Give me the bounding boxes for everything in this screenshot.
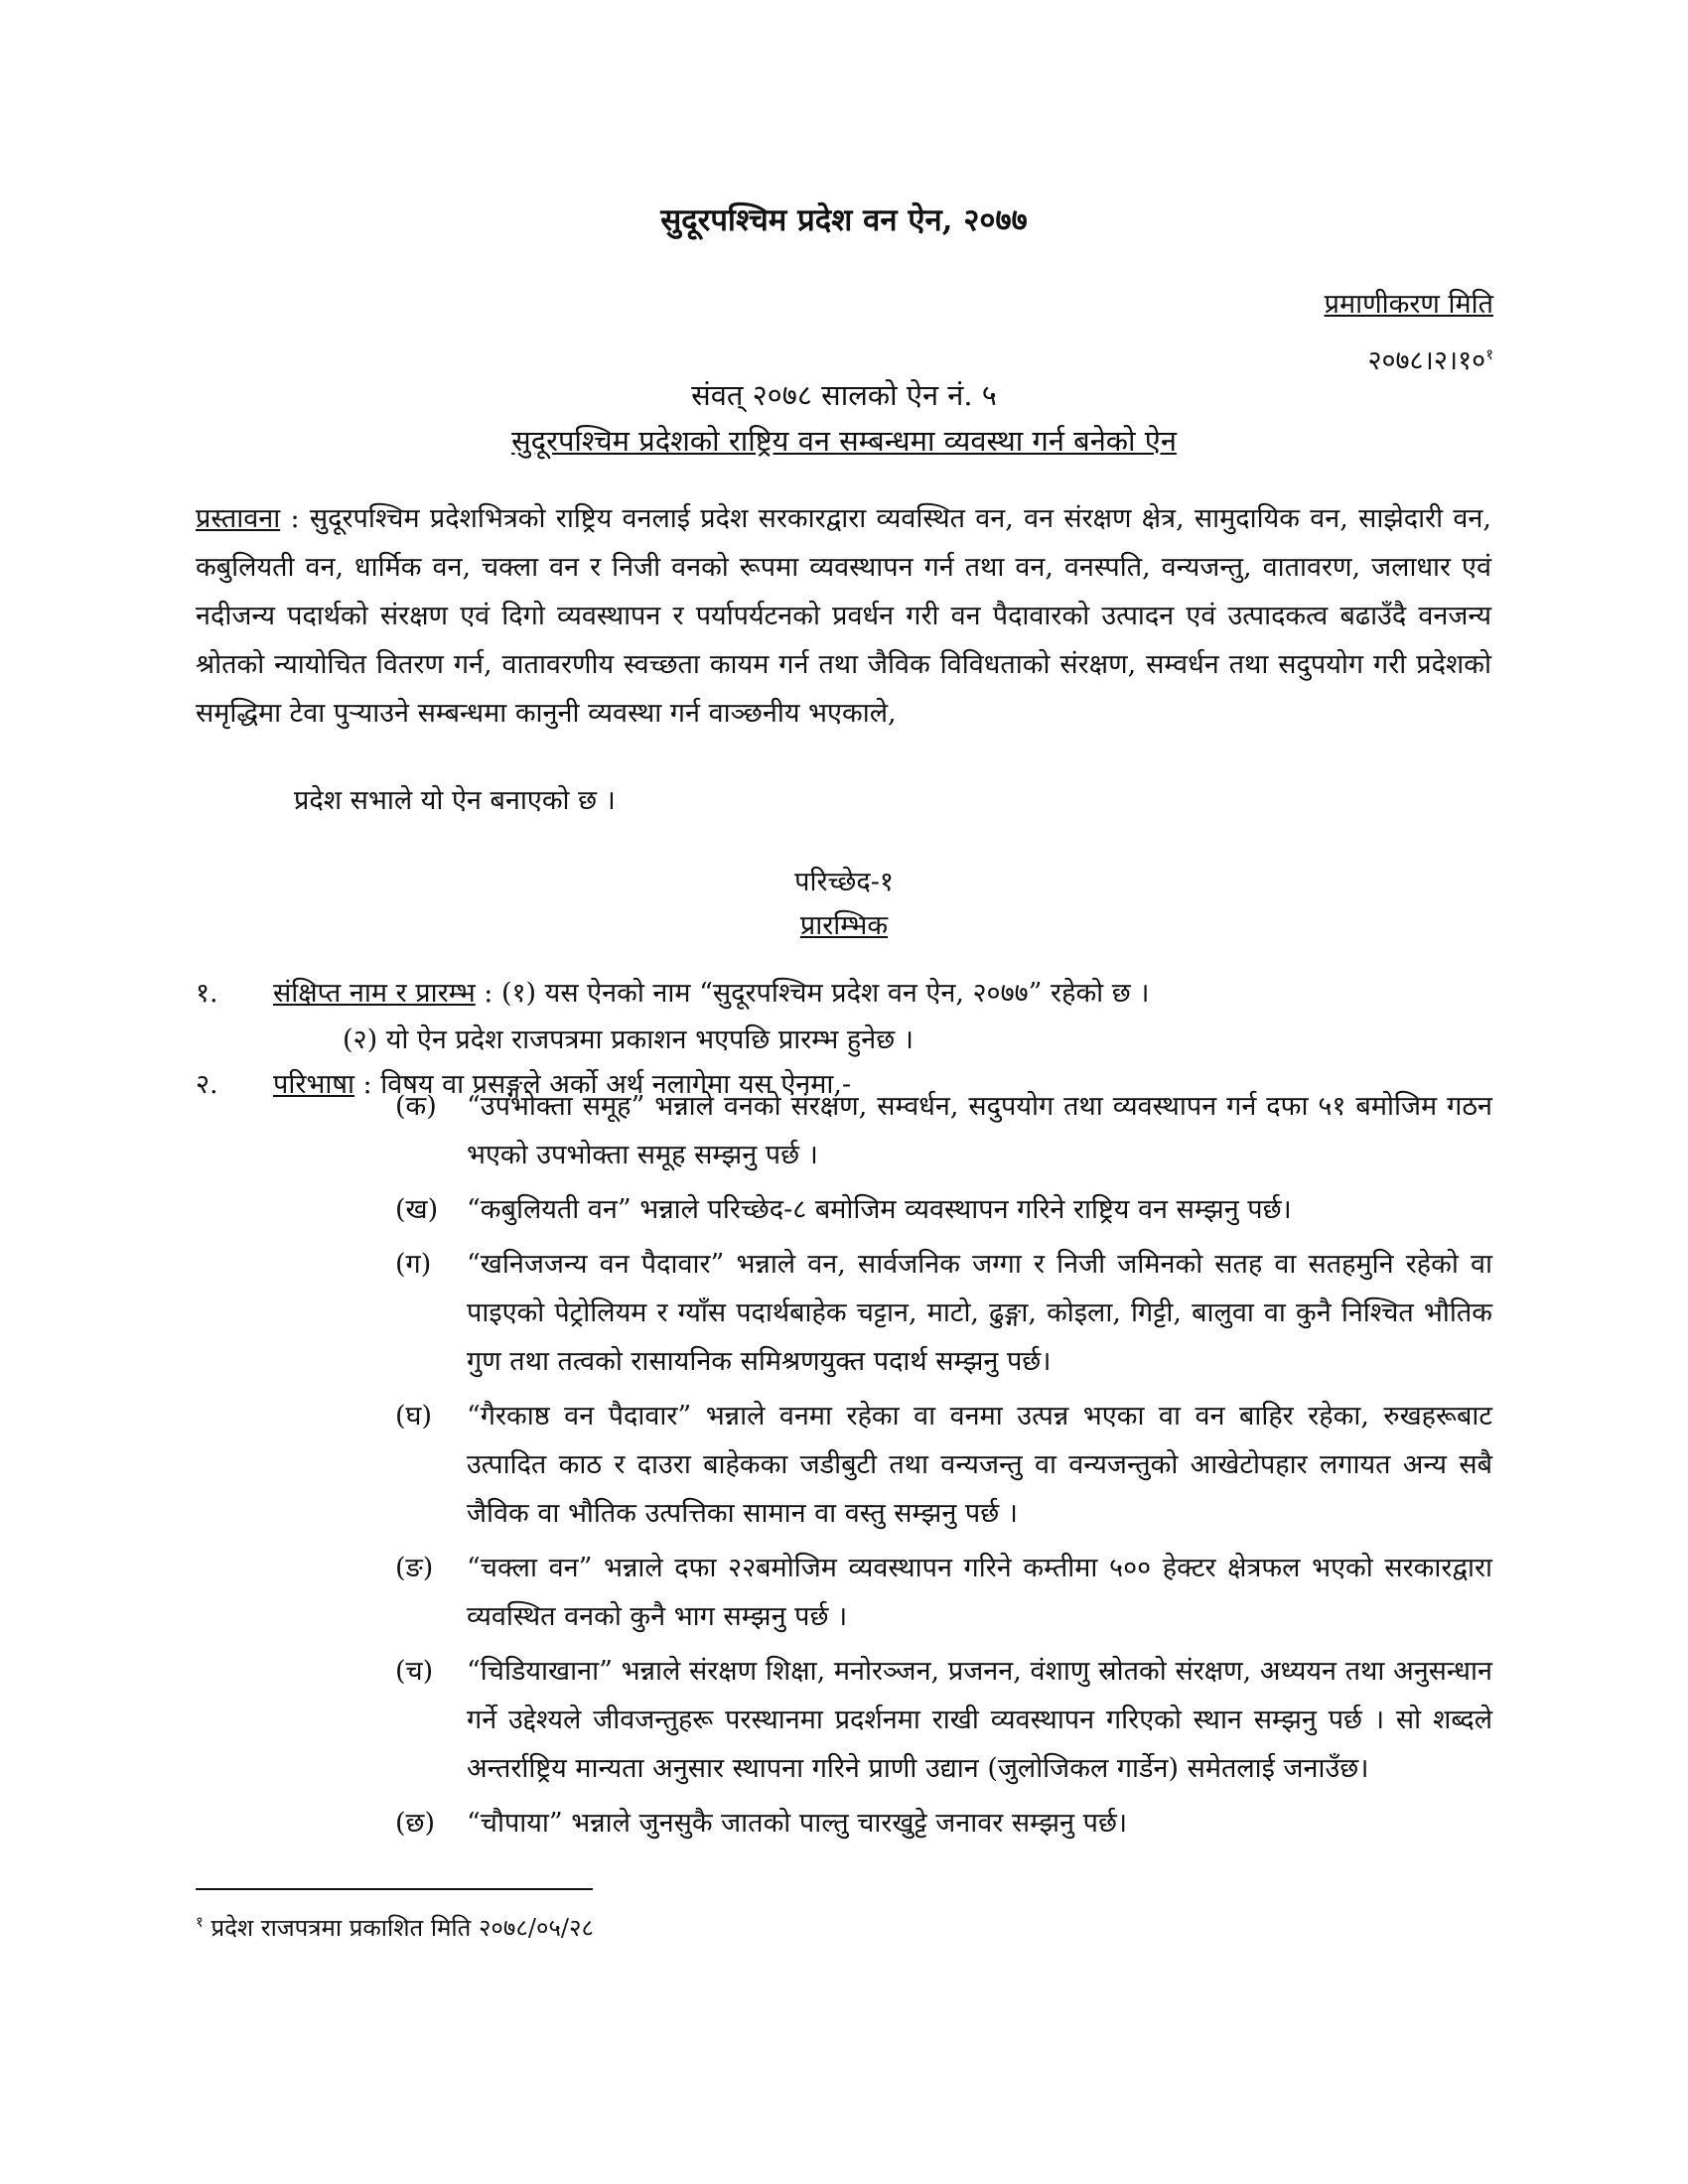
act-title: सुदूरपश्चिम प्रदेश वन ऐन, २०७७ (660, 203, 1028, 238)
clause-ga (395, 1240, 1492, 1386)
enacting-clause: प्रदेश सभाले यो ऐन बनाएको छ । (294, 785, 616, 816)
preamble-text: : सुदूरपश्चिम प्रदेशभित्रको राष्ट्रिय वनलाई प्रदेश सरकारद्वारा व्यवस्थित वन, वन संरक्षण क्षेत्र, सामुदायिक वन, साझेदारी वन, कबुलियती वन, धार्मिक वन, चक्ला वन र निजी वनको रूपमा व्यवस्थापन गर्न तथा वन, वनस्पति, वन्यजन्तु, वातावरण, जलाधार एवं नदीजन्य पदार्थको संरक्षण एवं दिगो व्यवस्थापन र पर्यापर्यटनको प्रवर्धन गरी वन पैदावारको उत्पादन एवं उत्पादकत्व बढाउँदै वनजन्य श्रोतको न्यायोचित वितरण गर्न, वातावरणीय स्वच्छता कायम गर्न तथा जैविक विविधताको संरक्षण, सम्वर्धन तथा सदुपयोग गरी प्रदेशको समृद्धिमा टेवा पुर्‍याउने सम्बन्धमा कानुनी व्यवस्था गर्न वाञ्छनीय भएकाले, (196, 503, 1491, 729)
act-number: संवत् २०७८ सालको ऐन नं. ५ (691, 378, 997, 412)
footnote-divider (196, 1888, 593, 1890)
section-number: २. (196, 1069, 218, 1100)
subsection-1-2: (२) यो ऐन प्रदेश राजपत्रमा प्रकाशन भएपछि प्रारम्भ हुनेछ । (343, 1024, 914, 1055)
footnote-text: प्रदेश राजपत्रमा प्रकाशित मिति २०७८/०५/२८ (203, 1914, 594, 1942)
clause-label: (ग) (395, 1249, 432, 1280)
clause-text: “उपभोक्ता समूह” भन्नाले वनको संरक्षण, सम्वर्धन, सदुपयोग तथा व्यवस्थापन गर्न दफा ५१ बमोजिम गठन भएको उपभोक्ता समूह सम्झनु पर्छ । (467, 1091, 1492, 1170)
clause-text: “गैरकाष्ठ वन पैदावार” भन्नाले वनमा रहेका वा वनमा उत्पन्न भएका वा वन बाहिर रहेका, रुखहरूबाट उत्पादित काठ र दाउरा बाहेकका जडीबुटी तथा वन्यजन्तु वा वन्यजन्तुको आखेटोपहार लगायत अन्य सबै जैविक वा भौतिक उत्पत्तिका सामान वा वस्तु सम्झनु पर्छ । (467, 1401, 1492, 1529)
clause-cha (395, 1647, 1492, 1793)
section-heading: परिभाषा (273, 1069, 354, 1100)
authentication-label: प्रमाणीकरण मिति (1324, 289, 1493, 320)
clause-label: (ङ) (395, 1553, 434, 1583)
clause-text: “खनिजजन्य वन पैदावार” भन्नाले वन, सार्वजनिक जग्गा र निजी जमिनको सतह वा सतहमुनि रहेको वा पाइएको पेट्रोलियम र ग्याँस पदार्थबाहेक चट्टान, माटो, ढुङ्गा, कोइला, गिट्टी, बालुवा वा कुनै निश्चित भौतिक गुण तथा तत्वको रासायनिक समिश्रणयुक्त पदार्थ सम्झनु पर्छ। (467, 1249, 1492, 1377)
section-heading: संक्षिप्त नाम र प्रारम्भ (273, 978, 476, 1009)
footnote (196, 1911, 594, 1944)
authentication-date: २०७८।२।१० (1367, 345, 1486, 376)
clause-chha (395, 1799, 1492, 1847)
clause-ka (395, 1082, 1492, 1179)
clause-label: (घ) (395, 1401, 433, 1432)
footnote-ref-marker[interactable]: १ (1485, 345, 1493, 363)
section-number: १. (196, 978, 218, 1009)
clause-label: (ख) (395, 1194, 439, 1225)
chapter-title: प्रारम्भिक (799, 910, 889, 941)
clause-label: (छ) (395, 1808, 435, 1839)
preamble-label: प्रस्तावना (196, 503, 281, 534)
preamble (196, 494, 1491, 738)
clause-gha (395, 1392, 1492, 1538)
clause-text: “चिडियाखाना” भन्नाले संरक्षण शिक्षा, मनोरञ्जन, प्रजनन, वंशाणु स्रोतको संरक्षण, अध्ययन तथा अनुसन्धान गर्ने उद्देश्यले जीवजन्तुहरू परस्थानमा प्रदर्शनमा राखी व्यवस्थापन गरिएको स्थान सम्झनु पर्छ । सो शब्दले अन्तर्राष्ट्रिय मान्यता अनुसार स्थापना गरिने प्राणी उद्यान (जुलोजिकल गार्डेन) समेतलाई जनाउँछ। (467, 1656, 1492, 1784)
definition-clauses (395, 1082, 1492, 1853)
clause-text: “चक्ला वन” भन्नाले दफा २२बमोजिम व्यवस्थापन गरिने कम्तीमा ५०० हेक्टर क्षेत्रफल भएको सरकारद्वारा व्यवस्थित वनको कुनै भाग सम्झनु पर्छ । (467, 1553, 1492, 1632)
section-text: : विषय वा प्रसङ्गले अर्को अर्थ नलागेमा यस ऐनमा,- (353, 1069, 852, 1100)
section-text: : (१) यस ऐनको नाम “सुदूरपश्चिम प्रदेश वन ऐन, २०७७” रहेको छ । (475, 978, 1150, 1009)
authentication-block (1325, 280, 1493, 386)
clause-kha (395, 1185, 1492, 1234)
clause-nga (395, 1544, 1492, 1641)
section-body (273, 973, 1150, 1010)
clause-text: “चौपाया” भन्नाले जुनसुकै जातको पाल्तु चारखुट्टे जनावर सम्झनु पर्छ। (467, 1808, 1128, 1839)
clause-label: (च) (395, 1656, 434, 1687)
clause-text: “कबुलियती वन” भन्नाले परिच्छेद-८ बमोजिम व्यवस्थापन गरिने राष्ट्रिय वन सम्झनु पर्छ। (467, 1194, 1292, 1225)
act-long-title: सुदूरपश्चिम प्रदेशको राष्ट्रिय वन सम्बन्धमा व्यवस्था गर्न बनेको ऐन (511, 424, 1177, 458)
chapter-number: परिच्छेद-१ (794, 867, 894, 897)
clause-label: (क) (395, 1091, 437, 1122)
footnote-number: १ (196, 1913, 204, 1931)
